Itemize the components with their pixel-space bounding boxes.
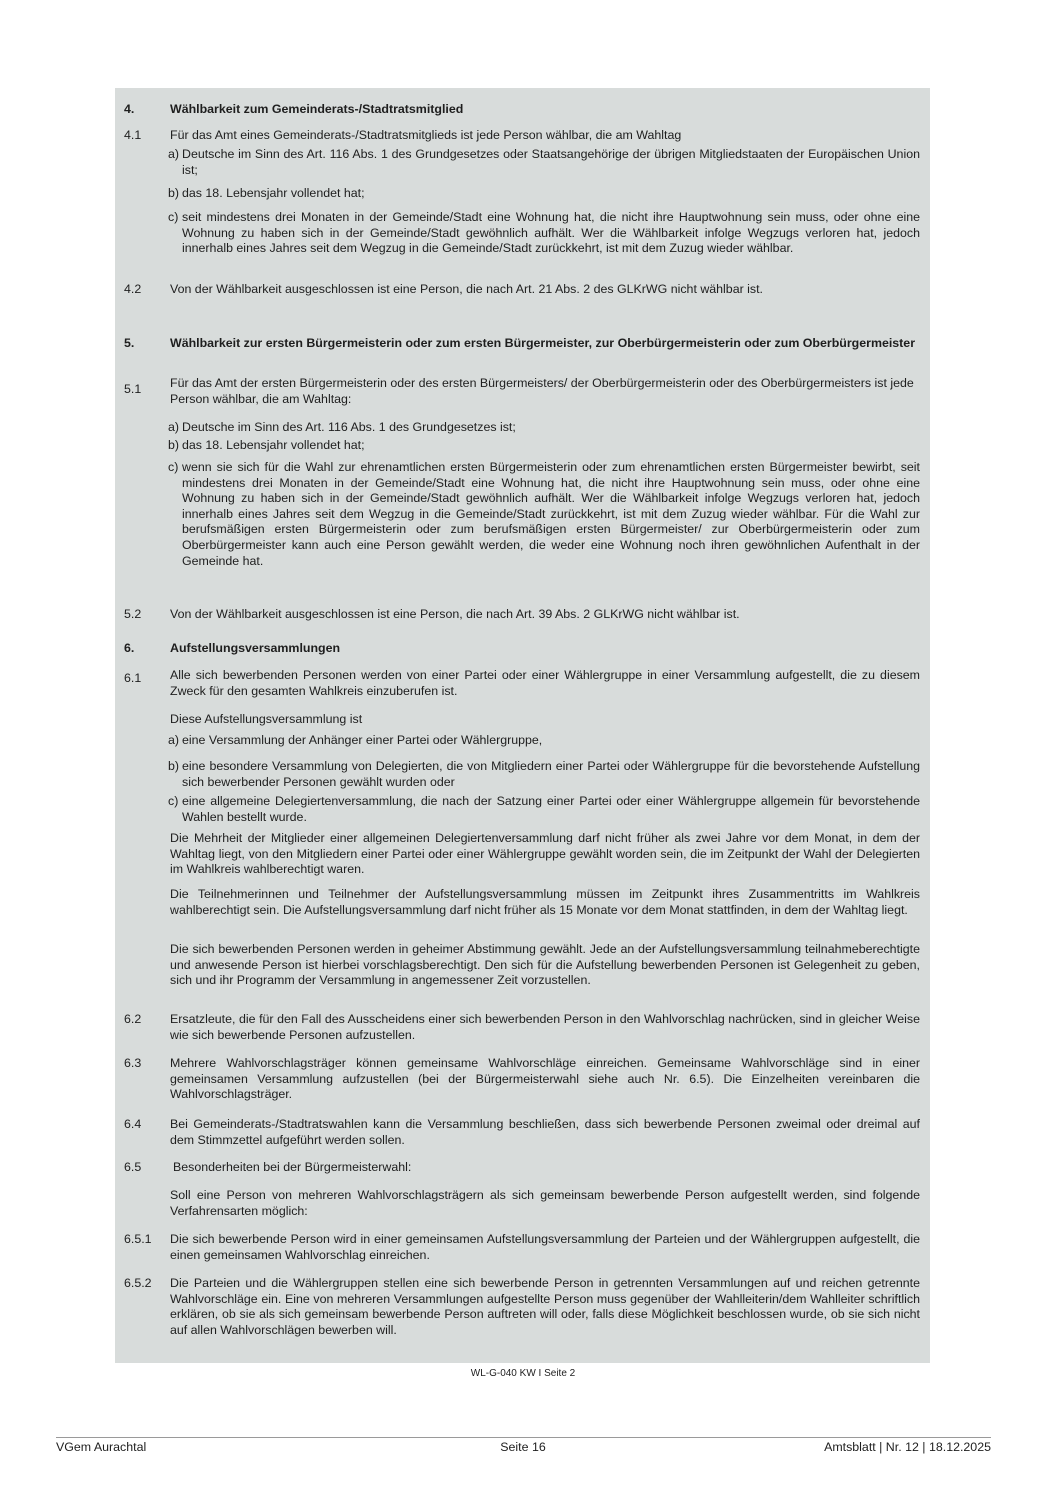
item-label: c) xyxy=(168,460,179,474)
clause-6-5-1 xyxy=(124,1232,920,1263)
clause-text: Bei Gemeinderats-/Stadtratswahlen kann die Versammlung beschließen, dass sich bewerbende Personen zweimal oder dreimal auf dem Stimmzettel aufgeführt werden sollen. xyxy=(170,1117,920,1147)
section-number: 6. xyxy=(124,641,135,655)
item-label: b) xyxy=(168,759,180,773)
paragraph: Die sich bewerbenden Personen werden in geheimer Abstimmung gewählt. Jede an der Aufstellungsversammlung teilnahmeberechtigte und anwesende Person ist hierbei vorschlagsberechtigt. Den sich für die Aufstellung bewerbenden Personen ist Gelegenheit zu geben, sich und ihr Programm der Versammlung in angemessener Zeit vorzustellen. xyxy=(170,942,920,988)
clause-number: 6.1 xyxy=(124,671,142,685)
item-text: eine Versammlung der Anhänger einer Partei oder Wählergruppe, xyxy=(182,733,543,747)
footer-divider xyxy=(56,1437,991,1438)
item-label: a) xyxy=(168,733,180,747)
clause-6-5 xyxy=(124,1160,920,1176)
section-number: 4. xyxy=(124,102,135,116)
item-text: eine allgemeine Delegiertenversammlung, die nach der Satzung einer Partei oder einer Wählergruppe allgemein für bevorstehende Wahlen bestellt wurde. xyxy=(182,794,920,824)
item-text: Deutsche im Sinn des Art. 116 Abs. 1 des Grundgesetzes ist; xyxy=(182,420,516,434)
clause-number: 5.2 xyxy=(124,607,142,621)
list-item xyxy=(168,147,920,178)
section-5-heading xyxy=(124,336,920,352)
clause-number: 4.2 xyxy=(124,282,142,296)
footer-issue: Amtsblatt | Nr. 12 | 18.12.2025 xyxy=(824,1440,991,1454)
item-text: das 18. Lebensjahr vollendet hat; xyxy=(182,186,365,200)
section-title: Aufstellungsversammlungen xyxy=(170,641,341,655)
clause-text: Ersatzleute, die für den Fall des Ausscheidens einer sich bewerbenden Person in den Wahlvorschlag nachrücken, sind in gleicher Weise wie sich bewerbende Personen aufzustellen. xyxy=(170,1012,920,1042)
clause-number: 6.5.2 xyxy=(124,1276,152,1290)
clause-5-1 xyxy=(124,376,920,407)
clause-number: 6.4 xyxy=(124,1117,142,1131)
clause-text: Mehrere Wahlvorschlagsträger können gemeinsame Wahlvorschläge einreichen. Gemeinsame Wahlvorschläge sind in einer gemeinsamen Versammlung aufzustellen (bei der Bürgermeisterwahl siehe auch Nr. 6.5). Die Einzelheiten vereinbaren die Wahlvorschlagsträger. xyxy=(170,1056,920,1102)
section-number: 5. xyxy=(124,336,135,350)
item-label: a) xyxy=(168,147,180,161)
item-text: eine besondere Versammlung von Delegierten, die von Mitgliedern einer Partei oder Wählergruppe für die bevorstehende Aufstellung sich bewerbender Personen gewählt wurden oder xyxy=(182,759,920,789)
footer-publisher: VGem Aurachtal xyxy=(56,1440,147,1454)
clause-text: Die sich bewerbende Person wird in einer gemeinsamen Aufstellungsversammlung der Parteien und der Wählergruppen aufgestellt, die einen gemeinsamen Wahlvorschlag einreichen. xyxy=(170,1232,920,1262)
clause-text: Für das Amt eines Gemeinderats-/Stadtratsmitglieds ist jede Person wählbar, die am Wahltag xyxy=(170,128,682,142)
item-label: c) xyxy=(168,210,179,224)
footer-page-number: Seite 16 xyxy=(500,1440,546,1454)
section-6-heading xyxy=(124,641,920,657)
paragraph: Soll eine Person von mehreren Wahlvorschlagsträgern als sich gemeinsam bewerbende Person aufgestellt werden, sind folgende Verfahrensarten möglich: xyxy=(170,1188,920,1218)
item-label: c) xyxy=(168,794,179,808)
item-label: b) xyxy=(168,438,180,452)
item-label: a) xyxy=(168,420,180,434)
list-item xyxy=(168,420,920,436)
clause-6-2 xyxy=(124,1012,920,1043)
clause-6-3 xyxy=(124,1056,920,1103)
section-title: Wählbarkeit zum Gemeinderats-/Stadtratsmitglied xyxy=(170,102,464,116)
clause-text: Die Parteien und die Wählergruppen stellen eine sich bewerbende Person in getrennten Versammlungen auf und reichen getrennte Wahlvorschläge ein. Eine von mehreren Versammlungen aufgestellte Person muss gegenüber der Wahlleiterin/dem Wahlleiter schriftlich erklären, ob sie als sich gemeinsam bewerbende Person auftreten will oder, falls diese Möglichkeit beschlossen wurde, ob sie sich nicht auf allen Wahlvorschlägen bewerben will. xyxy=(170,1276,920,1337)
list-item xyxy=(168,733,920,749)
clause-number: 6.5 xyxy=(124,1160,142,1174)
clause-4-2 xyxy=(124,282,920,298)
list-item xyxy=(168,210,920,257)
item-text: das 18. Lebensjahr vollendet hat; xyxy=(182,438,365,452)
clause-text: Von der Wählbarkeit ausgeschlossen ist eine Person, die nach Art. 39 Abs. 2 GLKrWG nicht wählbar ist. xyxy=(170,607,740,621)
clause-text: Alle sich bewerbenden Personen werden von einer Partei oder einer Wählergruppe in einer Versammlung aufgestellt, die zu diesem Zweck für den gesamten Wahlkreis einzuberufen ist. xyxy=(170,668,920,698)
clause-text: Für das Amt der ersten Bürgermeisterin oder des ersten Bürgermeisters/ der Oberbürgermeisterin oder des Oberbürgermeisters ist jede Person wählbar, die am Wahltag: xyxy=(170,376,914,406)
list-item xyxy=(168,794,920,825)
list-item xyxy=(168,460,920,569)
clause-number: 6.5.1 xyxy=(124,1232,152,1246)
form-code: WL-G-040 KW I Seite 2 xyxy=(470,1368,576,1379)
paragraph: Diese Aufstellungsversammlung ist xyxy=(170,712,363,726)
clause-text: Von der Wählbarkeit ausgeschlossen ist eine Person, die nach Art. 21 Abs. 2 des GLKrWG nicht wählbar ist. xyxy=(170,282,763,296)
clause-number: 6.2 xyxy=(124,1012,142,1026)
list-item xyxy=(168,438,920,454)
section-4-heading xyxy=(124,102,920,118)
clause-5-2 xyxy=(124,607,920,623)
clause-4-1 xyxy=(124,128,920,144)
paragraph: Die Teilnehmerinnen und Teilnehmer der Aufstellungsversammlung müssen im Zeitpunkt ihres Zusammentritts im Wahlkreis wahlberechtigt sein. Die Aufstellungsversammlung darf nicht früher als 15 Monate vor dem Monat stattfinden, in dem der Wahltag liegt. xyxy=(170,887,920,917)
item-text: Deutsche im Sinn des Art. 116 Abs. 1 des Grundgesetzes oder Staatsangehörige der übrigen Mitgliedstaaten der Europäischen Union ist; xyxy=(182,147,920,177)
list-item xyxy=(168,186,920,202)
paragraph: Die Mehrheit der Mitglieder einer allgemeinen Delegiertenversammlung darf nicht früher als zwei Jahre vor dem Monat, in dem der Wahltag liegt, von den Mitgliedern einer Partei oder einer Wählergruppe gewählt worden sein, die im Zeitpunkt der Wahl der Delegierten im Wahlkreis wahlberechtigt waren. xyxy=(170,831,920,877)
clause-number: 4.1 xyxy=(124,128,142,142)
item-label: b) xyxy=(168,186,180,200)
clause-6-1 xyxy=(124,668,920,699)
clause-number: 6.3 xyxy=(124,1056,142,1070)
item-text: seit mindestens drei Monaten in der Gemeinde/Stadt eine Wohnung hat, die nicht ihre Hauptwohnung sein muss, oder ohne eine Wohnung zu haben sich in der Gemeinde/Stadt gewöhnlich aufhält. Wer die Wählbarkeit infolge Wegzugs verloren hat, jedoch innerhalb eines Jahres seit dem Wegzug in die Gemeinde/Stadt zurückkehrt, ist mit dem Zuzug wieder wählbar. xyxy=(182,210,920,256)
list-item xyxy=(168,759,920,790)
clause-text: Besonderheiten bei der Bürgermeisterwahl: xyxy=(173,1160,412,1174)
section-title: Wählbarkeit zur ersten Bürgermeisterin oder zum ersten Bürgermeister, zur Oberbürgermeisterin oder zum Oberbürgermeister xyxy=(170,336,916,350)
item-text: wenn sie sich für die Wahl zur ehrenamtlichen ersten Bürgermeisterin oder zum ehrenamtlichen ersten Bürgermeister bewirbt, seit mindestens drei Monaten in der Gemeinde/Stadt eine Wohnung hat, die nicht ihre Hauptwohnung sein muss, oder ohne eine Wohnung zu haben sich in der Gemeinde/Stadt gewöhnlich aufhält. Wer die Wählbarkeit infolge Wegzugs verloren hat, jedoch innerhalb eines Jahres seit dem Wegzug in die Gemeinde/Stadt zurückkehrt, ist mit dem Zuzug wieder wählbar. Für die Wahl zur berufsmäßigen ersten Bürgermeisterin oder zum berufsmäßigen ersten Bürgermeister/ zur Oberbürgermeisterin oder zum Oberbürgermeister kann auch eine Person gewählt werden, die weder eine Wohnung noch ihren gewöhnlichen Aufenthalt in der Gemeinde hat. xyxy=(182,460,920,568)
clause-number: 5.1 xyxy=(124,382,142,396)
clause-6-5-2 xyxy=(124,1276,920,1338)
clause-6-4 xyxy=(124,1117,920,1148)
